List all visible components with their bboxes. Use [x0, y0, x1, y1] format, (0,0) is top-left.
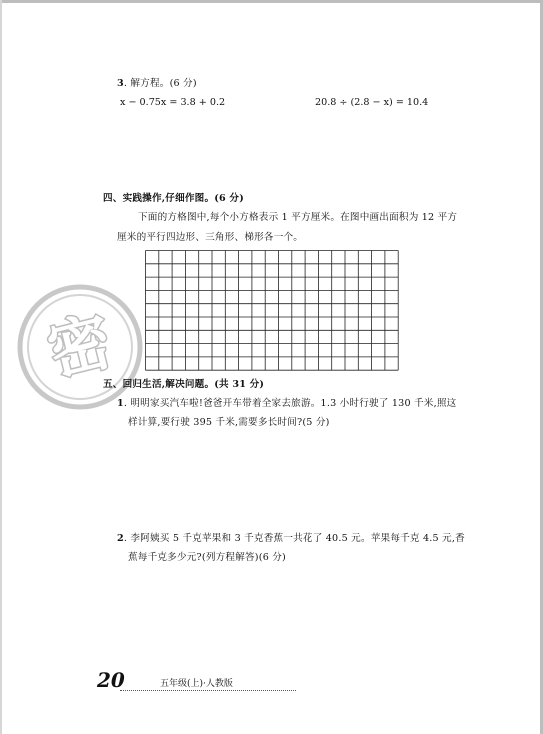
q3-number: 3 [117, 78, 124, 89]
problem-2-line-2: 蕉每千克多少元?(列方程解答)(6 分) [128, 552, 286, 563]
page-top-border [0, 0, 543, 3]
problem-1-number: 1 [117, 398, 124, 409]
q3-equation-2: 20.8 ÷ (2.8 − x) = 10.4 [315, 97, 429, 108]
problem-2-line-1 [117, 532, 465, 545]
section-4-line-2: 厘米的平行四边形、三角形、梯形各一个。 [117, 232, 304, 243]
page-number: 20 [97, 668, 125, 692]
secret-stamp [15, 282, 145, 412]
section-4-line-1: 下面的方格图中,每个小方格表示 1 平方厘米。在图中画出面积为 12 平方 [138, 212, 458, 223]
book-title: 五年级(上)·人教版 [160, 679, 233, 689]
problem-2-text: . 李阿姨买 5 千克苹果和 3 千克香蕉一共花了 40.5 元。苹果每千克 4.5 元,香 [123, 533, 465, 544]
secret-stamp-icon [15, 282, 145, 412]
problem-1-line-2: 样计算,要行驶 395 千米,需要多长时间?(5 分) [128, 417, 330, 428]
q3-heading [117, 77, 197, 90]
square-grid[interactable] [145, 250, 400, 376]
page-left-border [0, 0, 2, 734]
svg-text:密: 密 [40, 303, 119, 390]
footer-dotted-line [120, 690, 296, 691]
section-4-title: 四、实践操作,仔细作图。(6 分) [103, 193, 244, 204]
problem-1-line-1 [117, 397, 456, 410]
square-grid-svg[interactable] [145, 250, 400, 372]
problem-2-number: 2 [117, 533, 124, 544]
q3-heading-text: . 解方程。(6 分) [123, 78, 197, 89]
problem-1-text: . 明明家买汽车啦!爸爸开车带着全家去旅游。1.3 小时行驶了 130 千米,照这 [123, 398, 457, 409]
section-5-title: 五、回归生活,解决问题。(共 31 分) [103, 379, 265, 390]
q3-equation-1: x − 0.75x = 3.8 + 0.2 [120, 97, 226, 108]
